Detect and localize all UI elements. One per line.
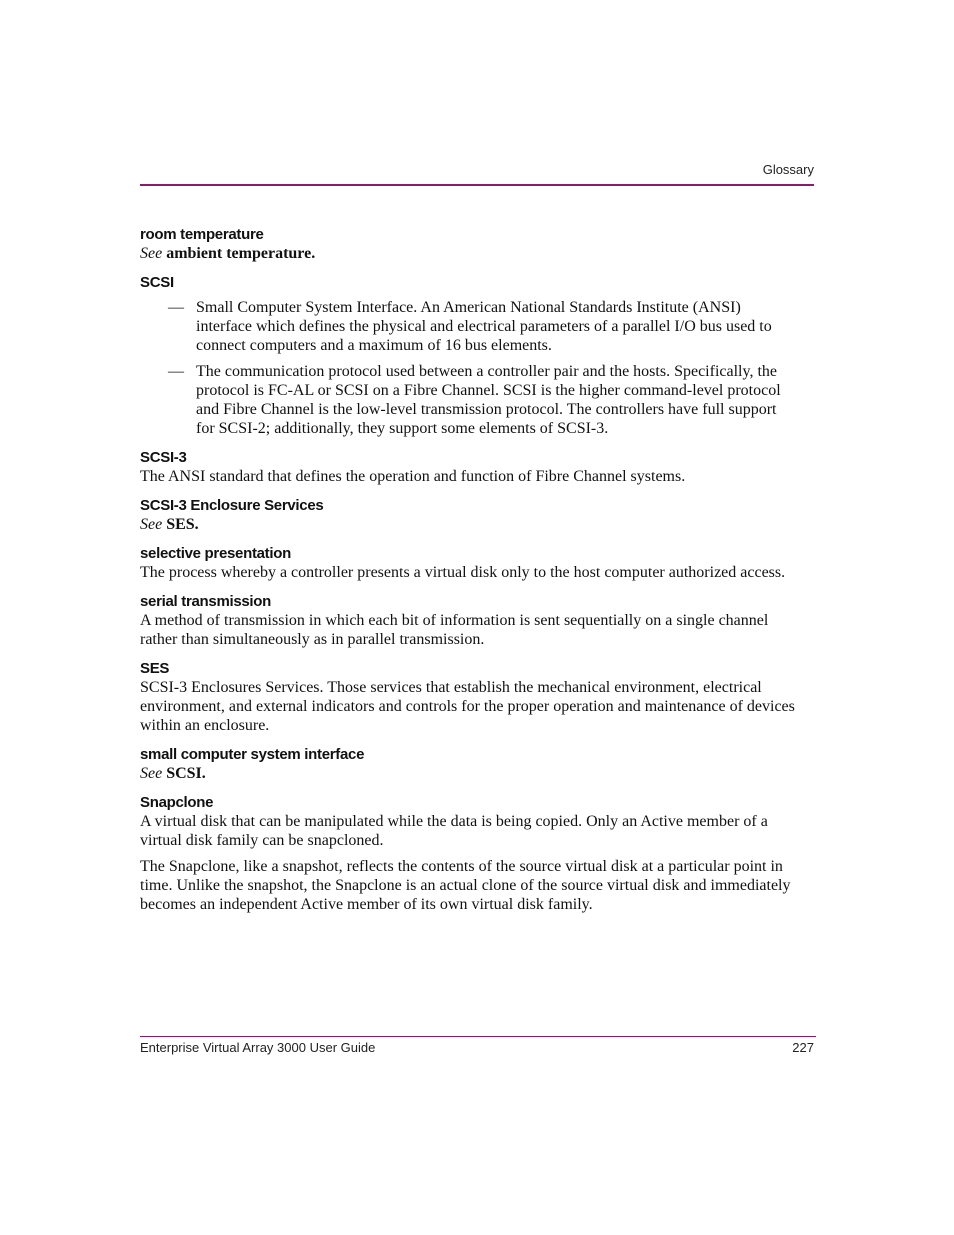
dash-bullet: —: [168, 363, 184, 380]
definition-text: A virtual disk that can be manipulated while the data is being copied. Only an Active member of a virtual disk family can be snapcloned.: [140, 813, 768, 849]
see-prefix: See: [140, 765, 163, 782]
definition-text-continued: The Snapclone, like a snapshot, reflects the contents of the source virtual disk at a particular point in time. Unlike the snapshot, the Snapclone is an actual clone of the source virtual disk and immediately becomes an independent Active member of its own virtual disk family.: [140, 858, 791, 913]
definition-item: [140, 298, 800, 355]
glossary-term: room temperature: [140, 226, 264, 243]
glossary-entry-scsi-3: [140, 448, 800, 486]
footer-book-title: Enterprise Virtual Array 3000 User Guide: [140, 1040, 376, 1055]
definition-text: Small Computer System Interface. An American National Standards Institute (ANSI) interface which defines the physical and electrical parameters of a parallel I/O bus used to connect computers and a maximum of 16 bus elements.: [196, 299, 772, 354]
glossary-content: [140, 225, 800, 924]
glossary-entry-room-temperature: [140, 225, 800, 263]
definition-text: The process whereby a controller presents a virtual disk only to the host computer authorized access.: [140, 564, 786, 581]
header-section-title: Glossary: [762, 162, 814, 177]
glossary-term: SCSI: [140, 274, 174, 291]
glossary-term: small computer system interface: [140, 746, 365, 763]
glossary-entry-scsi: [140, 273, 800, 438]
glossary-entry-scsi-3-enclosure-services: [140, 496, 800, 534]
definition-item: [140, 362, 800, 438]
footer-rule: [140, 1036, 816, 1037]
header-rule: [140, 184, 814, 186]
glossary-term: selective presentation: [140, 545, 291, 562]
definition-text: A method of transmission in which each bit of information is sent sequentially on a single channel rather than simultaneously as in parallel transmission.: [140, 612, 769, 648]
definition-text: The communication protocol used between a controller pair and the hosts. Specifically, the protocol is FC-AL or SCSI on a Fibre Channel. SCSI is the higher command-level protocol and Fibre Channel is the low-level transmission protocol. The controllers have full support for SCSI-2; additionally, they support some elements of SCSI-3.: [196, 363, 781, 437]
glossary-entry-small-computer-system-interface: [140, 745, 800, 783]
see-prefix: See: [140, 516, 163, 533]
see-reference: [140, 764, 800, 783]
see-target: SES.: [166, 516, 199, 533]
glossary-entry-ses: [140, 659, 800, 735]
glossary-term: SES: [140, 660, 170, 677]
see-prefix: See: [140, 245, 163, 262]
see-target: SCSI.: [166, 765, 206, 782]
see-reference: [140, 244, 800, 263]
glossary-entry-snapclone: [140, 793, 800, 914]
glossary-term: serial transmission: [140, 593, 272, 610]
see-target: ambient temperature.: [166, 245, 316, 262]
see-reference: [140, 515, 800, 534]
glossary-entry-serial-transmission: [140, 592, 800, 649]
glossary-term: Snapclone: [140, 794, 214, 811]
dash-bullet: —: [168, 299, 184, 316]
glossary-entry-selective-presentation: [140, 544, 800, 582]
page-number: 227: [792, 1040, 814, 1055]
glossary-term: SCSI-3 Enclosure Services: [140, 497, 324, 514]
definition-text: The ANSI standard that defines the operation and function of Fibre Channel systems.: [140, 468, 686, 485]
glossary-term: SCSI-3: [140, 449, 187, 466]
definition-text: SCSI-3 Enclosures Services. Those services that establish the mechanical environment, electrical environment, and external indicators and controls for the proper operation and maintenance of devices within an enclosure.: [140, 679, 795, 734]
definition-list: [140, 298, 800, 438]
